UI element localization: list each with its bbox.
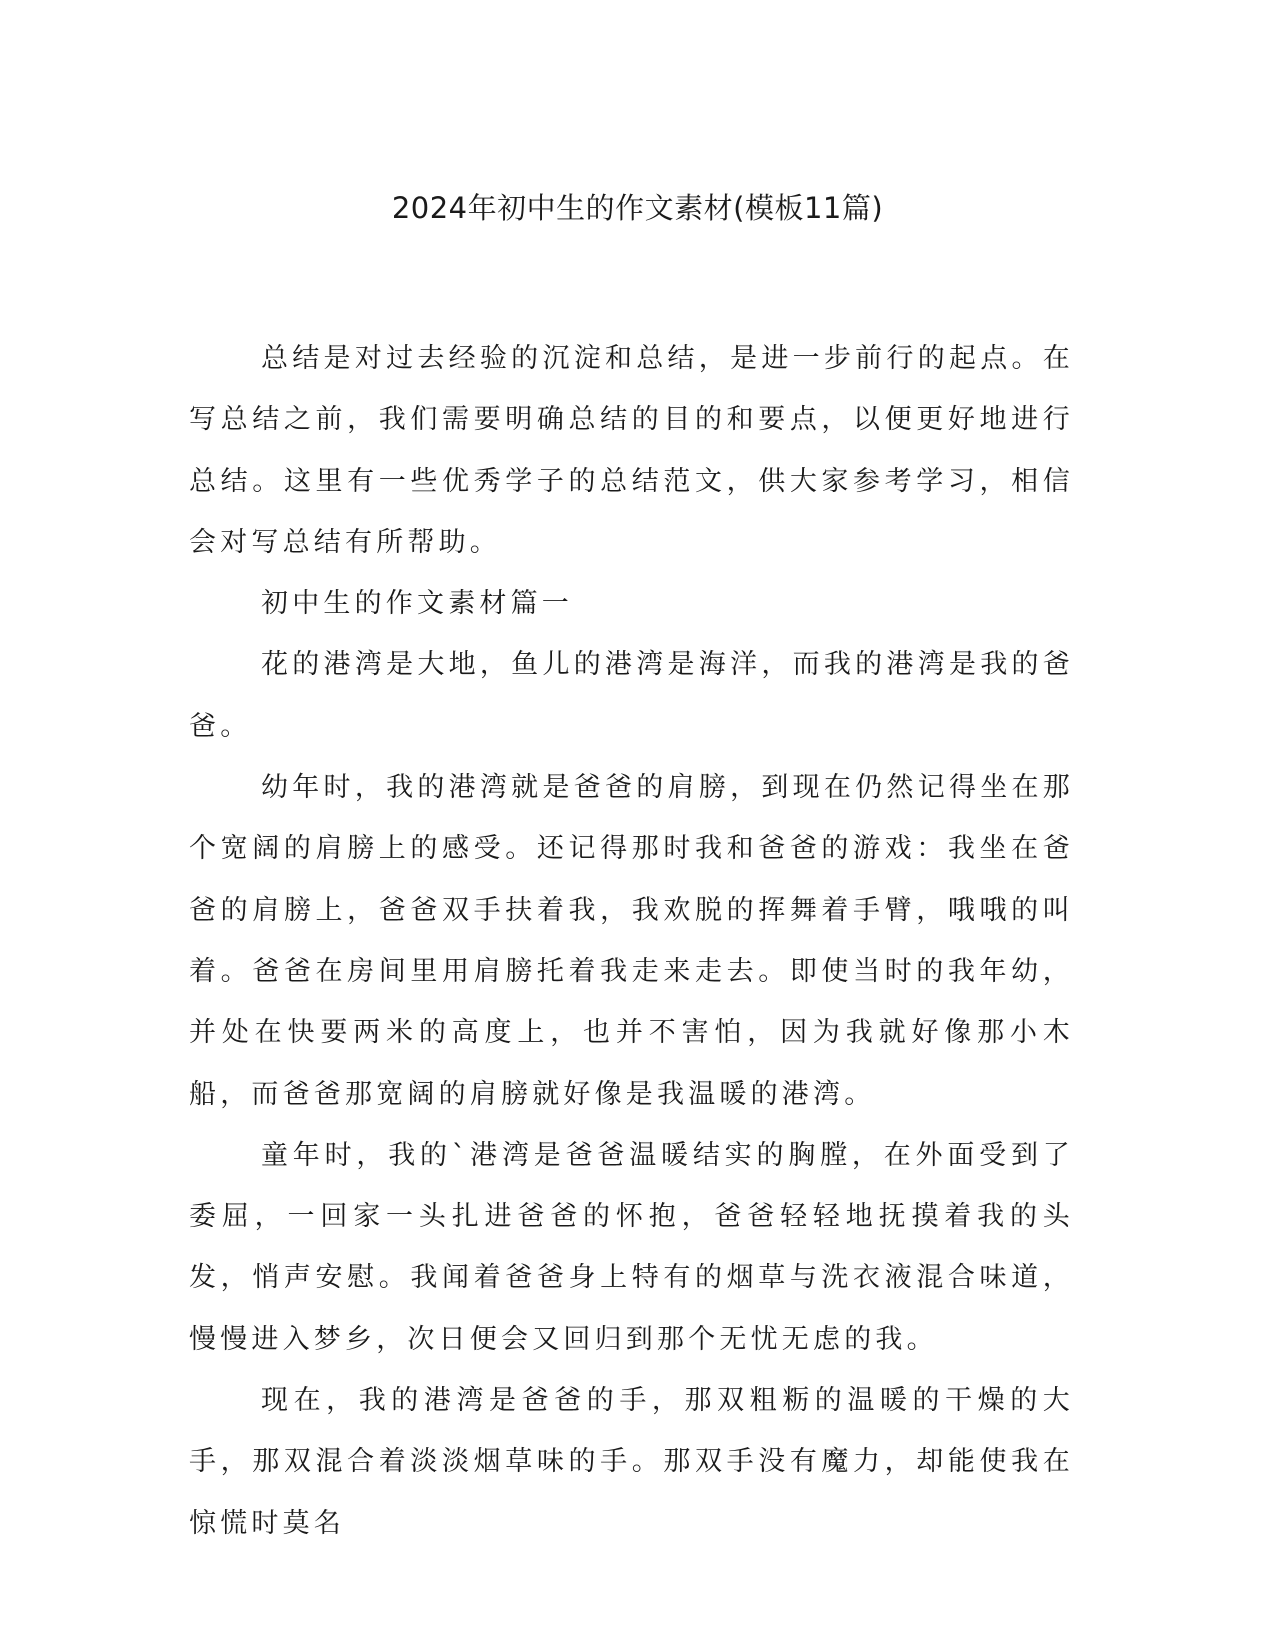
paragraph-intro: 总结是对过去经验的沉淀和总结，是进一步前行的起点。在写总结之前，我们需要明确总结的目的和要点，以便更好地进行总结。这里有一些优秀学子的总结范文，供大家参考学习，相信会对写总结有所帮助。 — [189, 343, 1074, 558]
paragraph: 现在，我的港湾是爸爸的手，那双粗粝的温暖的干燥的大手，那双混合着淡淡烟草味的手。那双手没有魔力，却能使我在惊慌时莫名 — [189, 1385, 1074, 1539]
section-heading: 初中生的作文素材篇一 — [261, 588, 573, 620]
paragraph: 花的港湾是大地，鱼儿的港湾是海洋，而我的港湾是我的爸爸。 — [189, 649, 1074, 742]
document-body — [189, 328, 1074, 1554]
document-title: 2024年初中生的作文素材(模板11篇) — [391, 191, 884, 225]
paragraph: 童年时，我的`港湾是爸爸温暖结实的胸膛，在外面受到了委屈，一回家一头扎进爸爸的怀抱，爸爸轻轻地抚摸着我的头发，悄声安慰。我闻着爸爸身上特有的烟草与洗衣液混合味道，慢慢进入梦乡，次日便会又回归到那个无忧无虑的我。 — [189, 1139, 1074, 1355]
paragraph: 幼年时，我的港湾就是爸爸的肩膀，到现在仍然记得坐在那个宽阔的肩膀上的感受。还记得那时我和爸爸的游戏：我坐在爸爸的肩膀上，爸爸双手扶着我，我欢脱的挥舞着手臂，哦哦的叫着。爸爸在房间里用肩膀托着我走来走去。即使当时的我年幼，并处在快要两米的高度上，也并不害怕，因为我就好像那小木船，而爸爸那宽阔的肩膀就好像是我温暖的港湾。 — [189, 772, 1074, 1110]
